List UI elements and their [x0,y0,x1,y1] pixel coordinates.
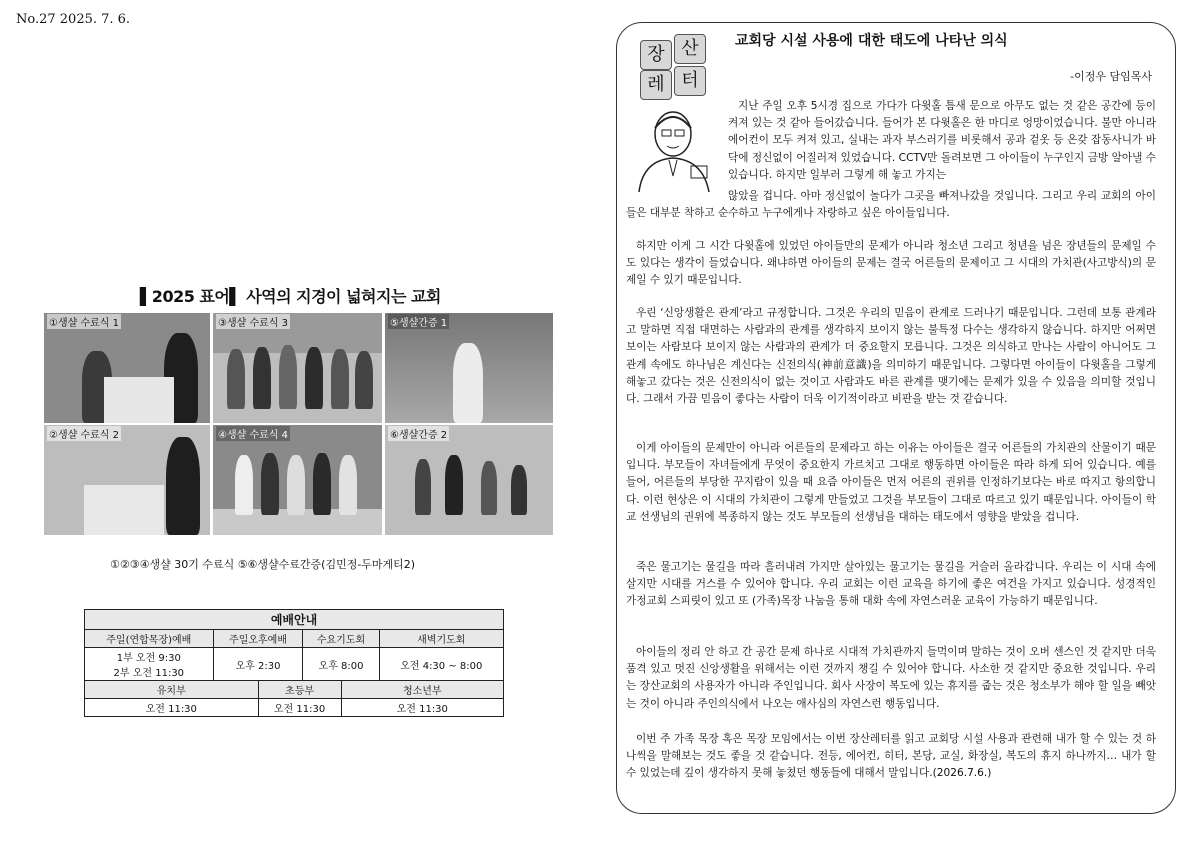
service-time-wednesday: 오후 8:00 [303,648,379,681]
service-time-sunday-first: 1부 오전 9:30 [116,653,181,664]
stamp-char-3: 레 [640,70,672,100]
service-time-sunday [85,648,214,681]
service-schedule-table [84,609,504,717]
photo-1 [44,313,210,423]
issue-line: No.27 2025. 7. 6. [16,12,131,27]
letter-paragraph-2: 하지만 이게 그 시간 다윗홀에 있었던 아이들만의 문제가 아니라 청소년 그리고 청년을 넘은 장년들의 문제일 수도 있다는 생각이 들었습니다. 왜냐하면 아이들의 문제는 결국 어른들의 문제이고 그 시대의 가치관(사고방식)의 문제일 수 있기 때문입니다. [626,240,1156,287]
service-header-dawn: 새벽기도회 [379,630,503,648]
letter-title: 교회당 시설 사용에 대한 태도에 나타난 의식 [735,33,1008,49]
letter-paragraph-1b: 않았을 겁니다. 아마 정신없이 놀다가 그곳을 빠져나갔을 것입니다. 그리고 우리 교회의 아이들은 대부분 착하고 순수하고 누구에게나 자랑하고 싶은 아이들입니다. [626,190,1156,220]
photo-5-caption: ⑤생샬간증 1 [388,314,449,329]
pastor-portrait-illustration [625,100,717,192]
photo-grid [44,313,553,535]
stamp-char-2: 산 [674,34,706,64]
photo-6 [385,425,553,535]
stamp-char-1: 장 [640,40,672,70]
letter-author: -이정우 담임목사 [1070,70,1152,83]
service-time-dawn: 오전 4:30 ~ 8:00 [379,648,503,681]
photo-4-caption: ④생샬 수료식 4 [216,426,290,441]
photos-caption: ①②③④생샬 30기 수료식 ⑤⑥생샬수료간증(김민정-두마게티2) [110,558,416,571]
dept-time-youth: 오전 11:30 [341,699,503,717]
photo-5 [385,313,553,423]
headline: ▌2025 표어▌ 사역의 지경이 넓혀지는 교회 [140,287,441,306]
dept-header-youth: 청소년부 [341,681,503,699]
letter-paragraph-3: 우린 ‘신앙생활은 관계’라고 규정합니다. 그것은 우리의 믿음이 관계로 드러나기 때문입니다. 그런데 보통 관계라고 말하면 직접 대면하는 사람과의 관계를 생각하지 보이지 않는 불특정 다수는 생각하지 않습니다. 하지만 어쩌면 보이는 사람보다 보이지 않는 사람과의 관계가 더 중요할지 모릅니다. 그것은 의식하고 만나는 사람이 아니어도 그 관계 속에도 하나님은 계신다는 신전의식(神前意識)을 의미하기 때문입니다. 그렇다면 아이들이 다윗홀을 그렇게 해놓고 갔다는 것은 신전의식이 없는 것이고 사람과도 바른 관계를 맺기에는 문제가 있을 수 있음을 의미할 것입니다. 그래서 가끔 믿음이 좋다는 사람이 더욱 이기적이라고 비판을 받는 것 같습니다. [626,307,1156,406]
service-time-sunday-second: 2부 오전 11:30 [113,668,185,679]
photo-3 [213,313,382,423]
photo-2 [44,425,210,535]
photo-6-caption: ⑥생샬간증 2 [388,426,449,441]
service-time-sunday-afternoon: 오후 2:30 [213,648,303,681]
dept-header-kindergarten: 유치부 [85,681,259,699]
letter-paragraph-4: 이게 아이들의 문제만이 아니라 어른들의 문제라고 하는 이유는 아이들은 결국 어른들의 가치관의 산물이기 때문입니다. 부모들이 자녀들에게 무엇이 중요한지 가르치고 그대로 행동하면 아이들은 따라 하게 되어 있습니다. 예를 들어, 어른들의 부당한 꾸지람이 있을 때 요즘 아이들은 먼저 어른의 권위를 인정하기보다는 바로 따지고 항의합니다. 이런 현상은 이 시대의 가치관이 그렇게 만들었고 그것을 부모들이 그대로 따르고 있기 때문입니다. 아이들이 학교 선생님의 권위에 복종하지 않는 것도 부모들의 선생님을 대하는 태도에서 영향을 받았을 겁니다. [626,442,1156,523]
photo-2-caption: ②생샬 수료식 2 [47,426,121,441]
service-header-sunday-afternoon: 주일오후예배 [213,630,303,648]
photo-4 [213,425,382,535]
dept-time-kindergarten: 오전 11:30 [85,699,259,717]
letter-paragraph-1a: 지난 주일 오후 5시경 집으로 가다가 다윗홀 틈새 문으로 아무도 없는 것 같은 공간에 등이 켜져 있는 것 같아 들어갔습니다. 들어가 본 다윗홀은 한 마디로 엉망이었습니다. 불만 아니라 에어컨이 모두 켜져 있고, 실내는 과자 부스러기를 비롯해서 공과 겉옷 등 온갖 잡동사니가 바닥에 정신없이 어질러져 있었습니다. CCTV만 돌려보면 그 아이들이 누구인지 금방 알아낼 수 있습니다. 하지만 일부러 그렇게 해 놓고 가지는 [728,100,1156,181]
dept-time-elementary: 오전 11:30 [258,699,341,717]
letter-paragraph-7: 이번 주 가족 목장 혹은 목장 모임에서는 이번 장산레터를 읽고 교회당 시설 사용과 관련해 내가 할 수 있는 것 하나씩을 말해보는 것도 좋을 것 같습니다. 전등, 에어컨, 히터, 본당, 교실, 화장실, 복도의 휴지 하나까지… 내가 할 수 있었는데 깊이 생각하지 못해 놓쳤던 행동들에 대해서 말입니다.(2026.7.6.) [626,733,1156,780]
service-header-sunday: 주일(연합목장)예배 [85,630,214,648]
letter-paragraph-6: 아이들의 정리 안 하고 간 공간 문제 하나로 시대적 가치관까지 들먹이며 말하는 것이 오버 센스인 것 같지만 더욱 품격 있고 멋진 신앙생활을 위해서는 이런 것까지 챙길 수 있어야 합니다. 사소한 것 같지만 중요한 것입니다. 우리는 장산교회의 사용자가 아니라 주인입니다. 회사 사장이 복도에 있는 휴지를 줍는 것은 청소부가 해야 할 일을 빼앗는 것이 아니라 주인의식에서 나오는 애사심의 자연스런 행동입니다. [626,646,1156,710]
dept-header-elementary: 초등부 [258,681,341,699]
service-table-title: 예배안내 [85,610,504,630]
photo-3-caption: ③생샬 수료식 3 [216,314,290,329]
letter-paragraph-5: 죽은 물고기는 물길을 따라 흘러내려 가지만 살아있는 물고기는 물길을 거슬러 올라갑니다. 우리는 이 시대 속에 살지만 시대를 거스를 수 있어야 합니다. 우리 교회는 이런 교육을 하기에 좋은 여건을 가지고 있습니다. 성경적인 가정교회 스피릿이 있고 또 (가족)목장 나눔을 통해 대화 속에 자연스러운 교육이 가능하기 때문입니다. [626,561,1156,608]
stamp-char-4: 터 [674,66,706,96]
service-header-wednesday: 수요기도회 [303,630,379,648]
photo-1-caption: ①생샬 수료식 1 [47,314,121,329]
